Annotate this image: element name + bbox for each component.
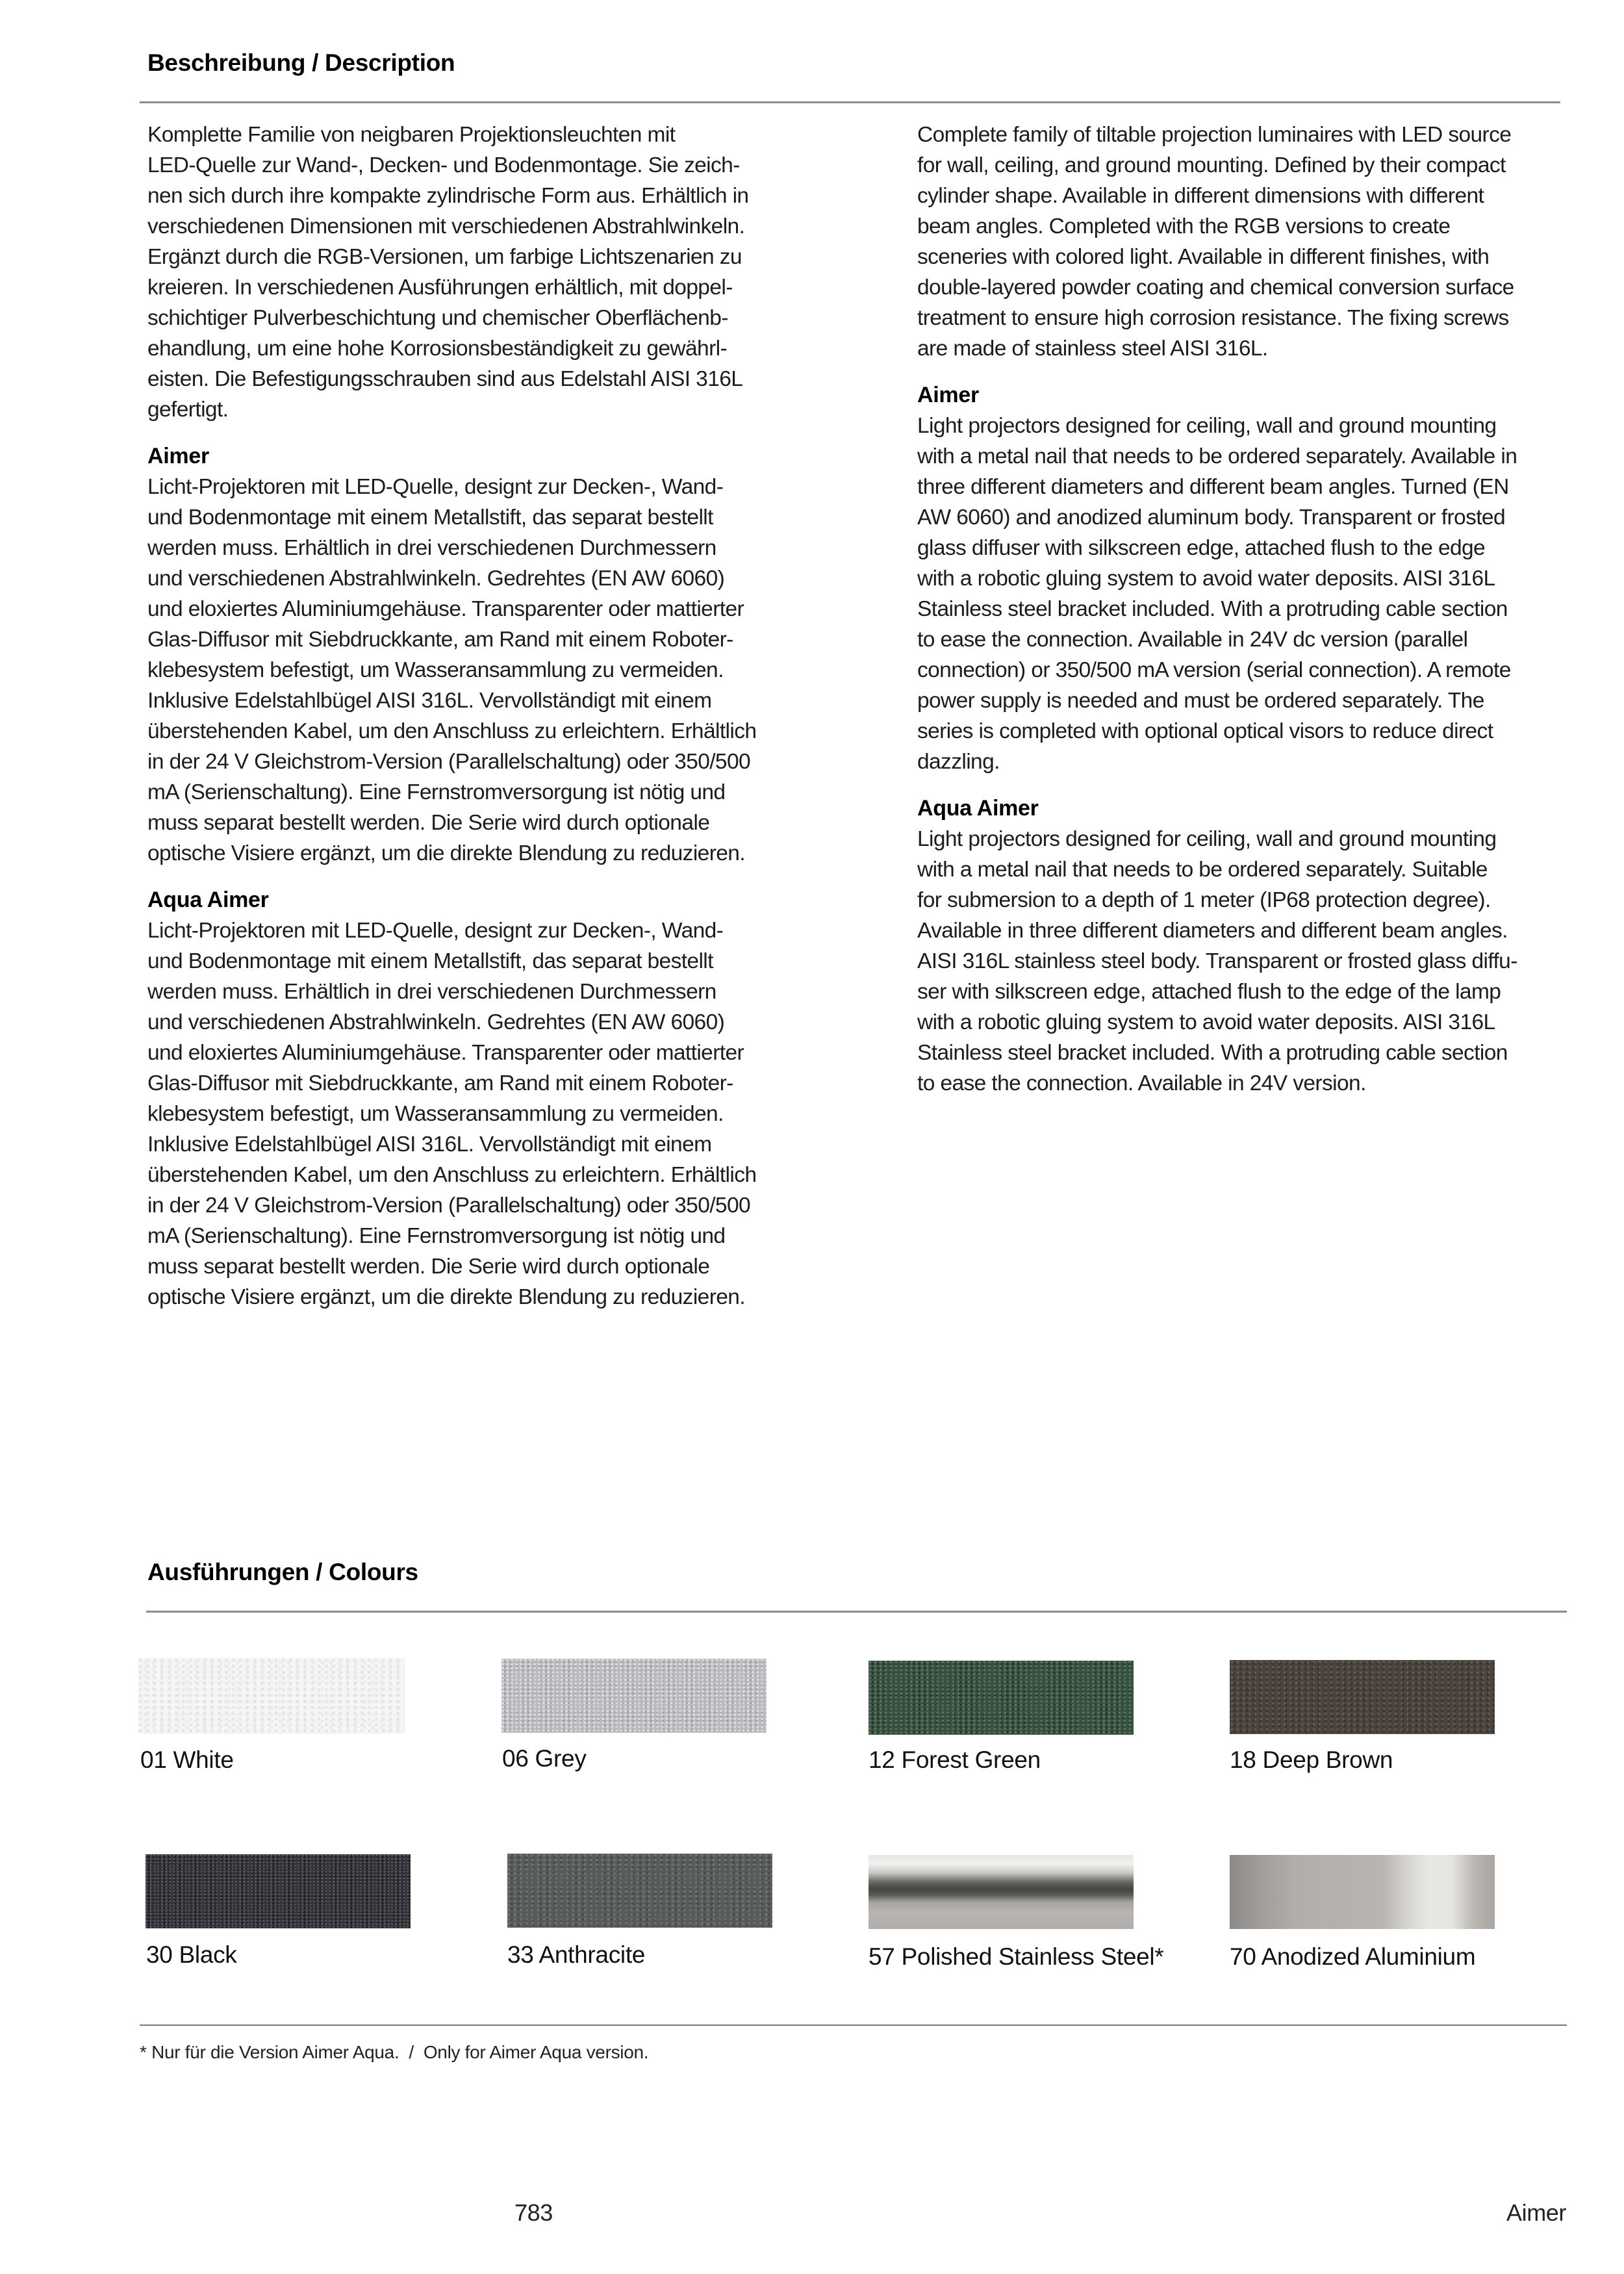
text-line: ehandlung, um eine hohe Korrosionsbeständigkeit zu gewährl-: [147, 337, 728, 361]
text-line: und eloxiertes Aluminiumgehäuse. Transparenter oder mattierter: [147, 1041, 744, 1065]
colours-divider: [146, 1611, 1567, 1613]
english-aimer-text: [917, 411, 1580, 777]
text-line: LED-Quelle zur Wand-, Decken- und Bodenmontage. Sie zeich-: [147, 153, 740, 177]
text-line: überstehenden Kabel, um den Anschluss zu erleichtern. Erhältlich: [147, 719, 757, 743]
english-aqua-heading: Aqua Aimer: [917, 796, 1039, 821]
swatch-forest-green: [869, 1661, 1134, 1735]
english-aqua-text: [917, 824, 1580, 1099]
text-line: kreieren. In verschiedenen Ausführungen erhältlich, mit doppel-: [147, 275, 733, 300]
text-line: power supply is needed and must be ordered separately. The: [917, 689, 1484, 713]
text-line: und verschiedenen Abstrahlwinkeln. Gedrehtes (EN AW 6060): [147, 567, 725, 591]
text-line: connection) or 350/500 mA version (serial connection). A remote: [917, 658, 1511, 682]
text-line: AISI 316L stainless steel body. Transparent or frosted glass diffu-: [917, 949, 1517, 973]
text-line: in der 24 V Gleichstrom-Version (Parallelschaltung) oder 350/500: [147, 1194, 751, 1218]
text-line: eisten. Die Befestigungsschrauben sind aus Edelstahl AISI 316L: [147, 367, 743, 391]
swatch-label: 33 Anthracite: [507, 1941, 646, 1968]
text-line: treatment to ensure high corrosion resistance. The fixing screws: [917, 306, 1509, 330]
text-line: Inklusive Edelstahlbügel AISI 316L. Vervollständigt mit einem: [147, 689, 712, 713]
german-intro: [147, 120, 810, 425]
text-line: schichtiger Pulverbeschichtung und chemischer Oberflächenb-: [147, 306, 728, 330]
swatch-white: [139, 1659, 404, 1733]
swatch-grey: [501, 1659, 767, 1733]
swatch-label: 12 Forest Green: [869, 1746, 1041, 1773]
text-line: glass diffuser with silkscreen edge, attached flush to the edge: [917, 536, 1486, 560]
swatch-black: [146, 1854, 411, 1928]
swatch-label: 06 Grey: [502, 1745, 587, 1772]
text-line: werden muss. Erhältlich in drei verschiedenen Durchmessern: [147, 980, 717, 1004]
text-line: with a robotic gluing system to avoid water deposits. AISI 316L: [917, 1010, 1495, 1034]
text-line: mA (Serienschaltung). Eine Fernstromversorgung ist nötig und: [147, 1224, 726, 1248]
swatch-label: 30 Black: [146, 1941, 237, 1968]
german-column: [147, 120, 810, 1312]
text-line: Available in three different diameters and different beam angles.: [917, 919, 1508, 943]
swatch-label: 18 Deep Brown: [1230, 1746, 1393, 1773]
text-line: klebesystem befestigt, um Wasseransammlung zu vermeiden.: [147, 658, 724, 682]
text-line: Komplette Familie von neigbaren Projektionsleuchten mit: [147, 123, 676, 147]
english-intro: [917, 120, 1580, 364]
description-heading: Beschreibung / Description: [147, 49, 455, 76]
text-line: und Bodenmontage mit einem Metallstift, das separat bestellt: [147, 949, 713, 973]
english-column: [917, 120, 1580, 1099]
text-line: und Bodenmontage mit einem Metallstift, das separat bestellt: [147, 505, 713, 530]
english-aimer-heading: Aimer: [917, 383, 979, 407]
swatch-deep-brown: [1230, 1660, 1495, 1734]
text-line: Complete family of tiltable projection luminaires with LED source: [917, 123, 1512, 147]
text-line: with a robotic gluing system to avoid water deposits. AISI 316L: [917, 567, 1495, 591]
text-line: for submersion to a depth of 1 meter (IP68 protection degree).: [917, 888, 1491, 912]
text-line: Inklusive Edelstahlbügel AISI 316L. Vervollständigt mit einem: [147, 1132, 712, 1156]
swatch-anodized-aluminium: [1230, 1855, 1495, 1929]
swatch-label: 01 White: [140, 1746, 234, 1773]
text-line: Stainless steel bracket included. With a protruding cable section: [917, 1041, 1508, 1065]
colours-heading: Ausführungen / Colours: [147, 1559, 418, 1585]
text-line: Ergänzt durch die RGB-Versionen, um farbige Lichtszenarien zu: [147, 245, 742, 269]
german-aimer-text: [147, 472, 810, 869]
text-line: double-layered powder coating and chemical conversion surface: [917, 275, 1514, 300]
swatch-anthracite: [507, 1854, 772, 1928]
text-line: werden muss. Erhältlich in drei verschiedenen Durchmessern: [147, 536, 717, 560]
text-line: dazzling.: [917, 750, 1000, 774]
text-line: Light projectors designed for ceiling, wall and ground mounting: [917, 827, 1497, 851]
text-line: klebesystem befestigt, um Wasseransammlung zu vermeiden.: [147, 1102, 724, 1126]
text-line: und eloxiertes Aluminiumgehäuse. Transparenter oder mattierter: [147, 597, 744, 621]
text-line: muss separat bestellt werden. Die Serie wird durch optionale: [147, 811, 710, 835]
text-line: AW 6060) and anodized aluminum body. Transparent or frosted: [917, 505, 1505, 530]
text-line: with a metal nail that needs to be ordered separately. Suitable: [917, 858, 1488, 882]
german-aimer-heading: Aimer: [147, 444, 209, 468]
text-line: to ease the connection. Available in 24V dc version (parallel: [917, 628, 1468, 652]
text-line: sceneries with colored light. Available in different finishes, with: [917, 245, 1490, 269]
text-line: überstehenden Kabel, um den Anschluss zu erleichtern. Erhältlich: [147, 1163, 757, 1187]
text-line: cylinder shape. Available in different dimensions with different: [917, 184, 1484, 208]
footnote: * Nur für die Version Aimer Aqua. / Only for Aimer Aqua version.: [140, 2042, 649, 2062]
german-aqua-text: [147, 915, 810, 1312]
text-line: mA (Serienschaltung). Eine Fernstromversorgung ist nötig und: [147, 780, 726, 804]
text-line: Licht-Projektoren mit LED-Quelle, designt zur Decken-, Wand-: [147, 919, 724, 943]
text-line: in der 24 V Gleichstrom-Version (Parallelschaltung) oder 350/500: [147, 750, 751, 774]
page-number: 783: [514, 2199, 553, 2226]
text-line: Light projectors designed for ceiling, wall and ground mounting: [917, 414, 1497, 438]
footer-product-name: Aimer: [1506, 2199, 1566, 2226]
text-line: to ease the connection. Available in 24V version.: [917, 1071, 1366, 1095]
description-divider: [140, 101, 1560, 103]
text-line: series is completed with optional optical visors to reduce direct: [917, 719, 1493, 743]
footnote-divider: [140, 2025, 1567, 2026]
swatch-label: 57 Polished Stainless Steel*: [869, 1943, 1164, 1970]
swatch-polished-stainless-steel: [869, 1855, 1134, 1929]
text-line: optische Visiere ergänzt, um die direkte Blendung zu reduzieren.: [147, 841, 746, 865]
text-line: nen sich durch ihre kompakte zylindrische Form aus. Erhältlich in: [147, 184, 749, 208]
german-aqua-heading: Aqua Aimer: [147, 888, 269, 912]
text-line: beam angles. Completed with the RGB versions to create: [917, 214, 1451, 238]
text-line: Stainless steel bracket included. With a protruding cable section: [917, 597, 1508, 621]
text-line: with a metal nail that needs to be ordered separately. Available in: [917, 444, 1517, 468]
text-line: Licht-Projektoren mit LED-Quelle, designt zur Decken-, Wand-: [147, 475, 724, 499]
swatch-label: 70 Anodized Aluminium: [1230, 1943, 1476, 1970]
text-line: are made of stainless steel AISI 316L.: [917, 337, 1268, 361]
text-line: Glas-Diffusor mit Siebdruckkante, am Rand mit einem Roboter-: [147, 1071, 733, 1095]
text-line: ser with silkscreen edge, attached flush to the edge of the lamp: [917, 980, 1501, 1004]
text-line: verschiedenen Dimensionen mit verschiedenen Abstrahlwinkeln.: [147, 214, 745, 238]
text-line: und verschiedenen Abstrahlwinkeln. Gedrehtes (EN AW 6060): [147, 1010, 725, 1034]
text-line: Glas-Diffusor mit Siebdruckkante, am Rand mit einem Roboter-: [147, 628, 733, 652]
text-line: gefertigt.: [147, 398, 229, 422]
text-line: for wall, ceiling, and ground mounting. Defined by their compact: [917, 153, 1506, 177]
text-line: optische Visiere ergänzt, um die direkte Blendung zu reduzieren.: [147, 1285, 746, 1309]
text-line: muss separat bestellt werden. Die Serie wird durch optionale: [147, 1255, 710, 1279]
text-line: three different diameters and different beam angles. Turned (EN: [917, 475, 1509, 499]
